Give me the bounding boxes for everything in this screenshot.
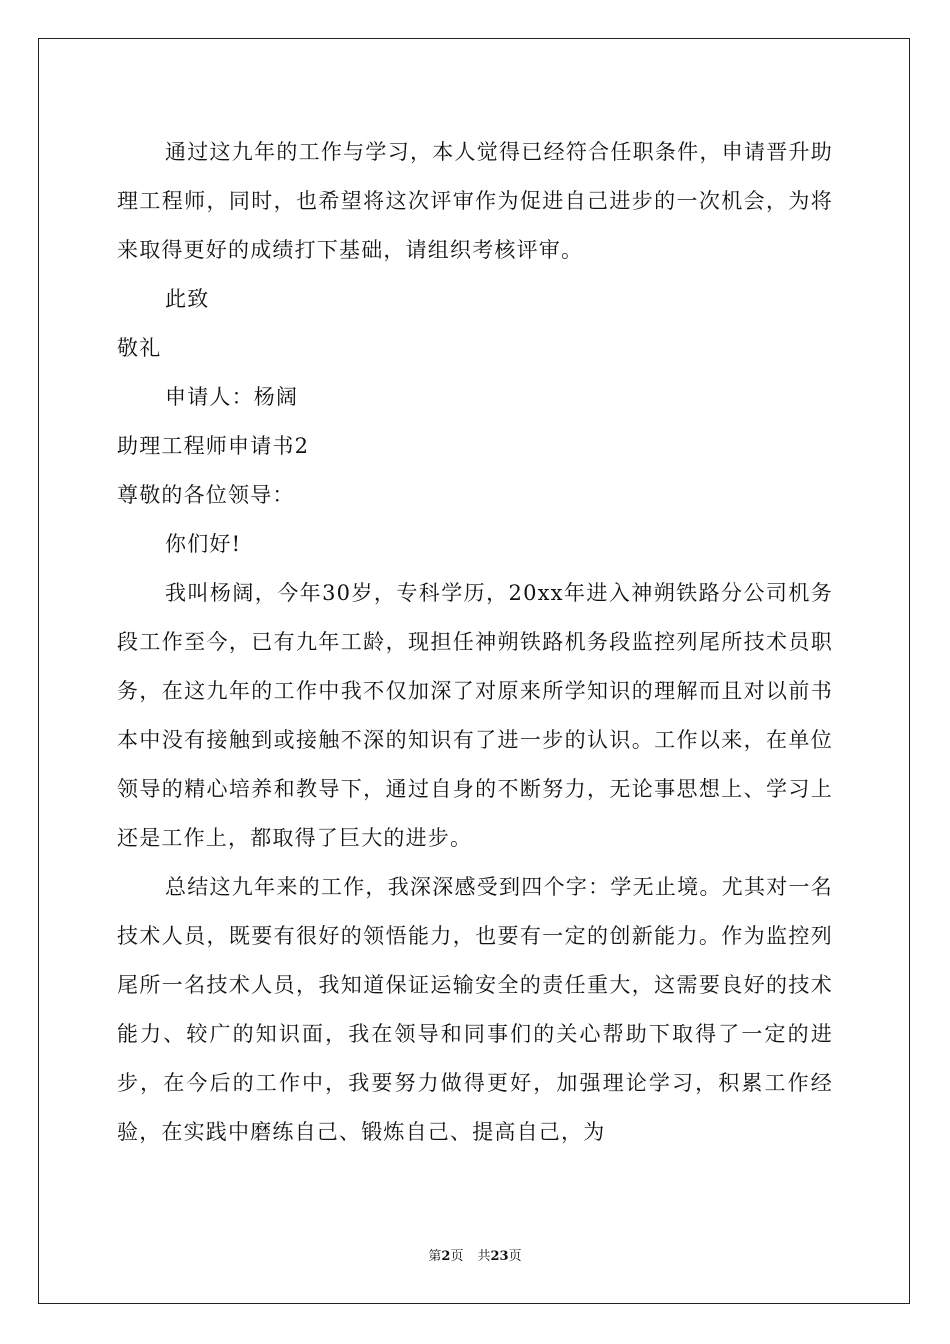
applicant-signature: 申请人：杨阔: [165, 385, 299, 409]
paragraph: 总结这九年来的工作，我深深感受到四个字：学无止境。尤其对一名技术人员，既要有很好的领悟能力，也要有一定的创新能力。作为监控列尾所一名技术人员，我知道保证运输安全的责任重大，这需要良好的技术能力、较广的知识面，我在领导和同事们的关心帮助下取得了一定的进步，在今后的工作中，我要努力做得更好，加强理论学习，积累工作经验，在实践中磨练自己、锻炼自己、提高自己，为: [117, 875, 833, 1144]
document-body: [117, 128, 833, 1157]
paragraph: 我叫杨阔，今年30岁，专科学历，20xx年进入神朔铁路分公司机务段工作至今，已有九年工龄，现担任神朔铁路机务段监控列尾所技术员职务，在这九年的工作中我不仅加深了对原来所学知识的理解而且对以前书本中没有接触到或接触不深的知识有了进一步的认识。工作以来，在单位领导的精心培养和教导下，通过自身的不断努力，无论事思想上、学习上还是工作上，都取得了巨大的进步。: [117, 581, 833, 850]
page-suffix: 页: [450, 1249, 464, 1264]
section-title: 助理工程师申请书2: [117, 434, 310, 458]
greeting-addressee: 尊敬的各位领导：: [117, 483, 295, 507]
closing-regards: 敬礼: [117, 336, 162, 360]
page-prefix: 第: [428, 1249, 442, 1264]
total-prefix: 共: [477, 1249, 491, 1264]
paragraph: 通过这九年的工作与学习，本人觉得已经符合任职条件，申请晋升助理工程师，同时，也希望将这次评审作为促进自己进步的一次机会，为将来取得更好的成绩打下基础，请组织考核评审。: [117, 140, 833, 262]
total-suffix: 页: [508, 1249, 522, 1264]
closing-salutation: 此致: [165, 287, 210, 311]
page-footer: [0, 1245, 950, 1264]
greeting: 你们好!: [165, 532, 242, 556]
page-number: 2: [441, 1249, 451, 1264]
total-pages: 23: [490, 1249, 509, 1264]
